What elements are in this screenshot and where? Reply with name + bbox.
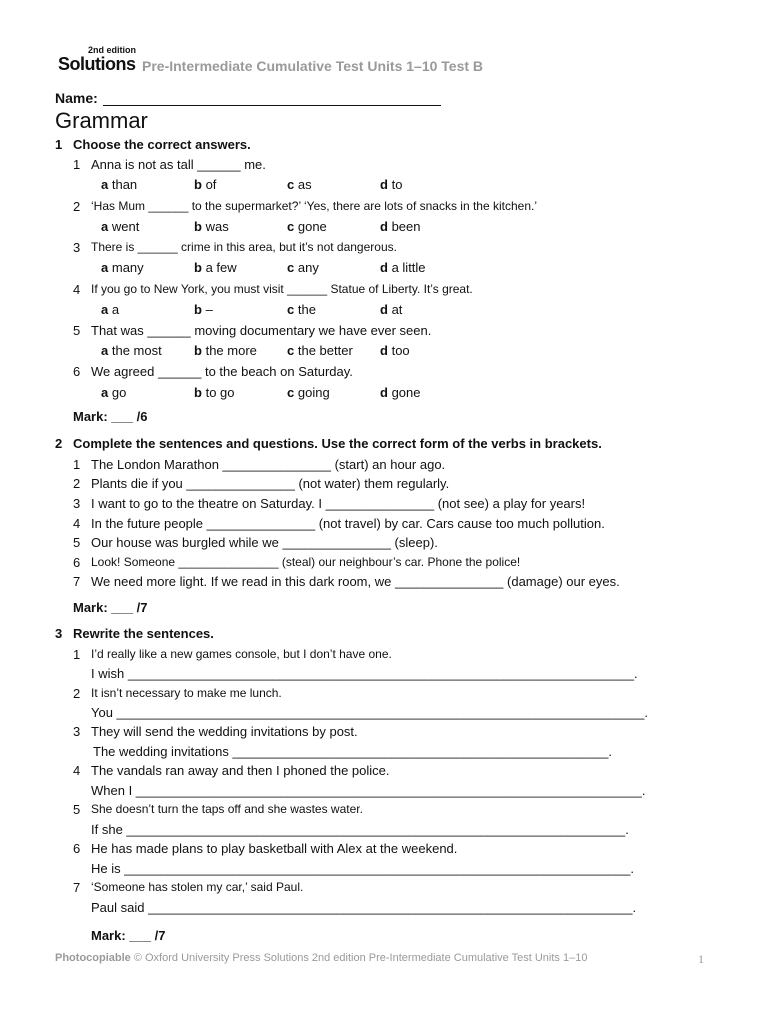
gap-sentence[interactable]: Our house was burgled while we _______________ (sleep). xyxy=(91,535,438,550)
option-b[interactable]: b to go xyxy=(194,385,235,400)
mark-score: Mark: ___ /7 xyxy=(91,928,166,943)
page-number: 1 xyxy=(698,952,704,966)
option-a[interactable]: a the most xyxy=(101,343,162,358)
rewrite-line[interactable]: He is ______________________________________________________________________. xyxy=(91,861,634,876)
option-a[interactable]: a go xyxy=(101,385,127,400)
section-title: Grammar xyxy=(55,108,148,133)
gap-sentence[interactable]: Look! Someone _______________ (steal) our neighbour’s car. Phone the police! xyxy=(91,555,521,569)
item-number: 2 xyxy=(73,476,81,491)
rewrite-line[interactable]: I wish ______________________________________________________________________. xyxy=(91,666,638,681)
gap-sentence[interactable]: In the future people _______________ (not travel) by car. Cars cause too much pollution. xyxy=(91,516,605,531)
footer-copyright xyxy=(55,952,587,964)
option-d[interactable]: d been xyxy=(380,219,421,234)
task-number: 1 xyxy=(55,137,63,152)
original-sentence: She doesn’t turn the taps off and she wastes water. xyxy=(91,802,363,816)
question-text: That was ______ moving documentary we have ever seen. xyxy=(91,323,432,338)
item-number: 3 xyxy=(73,240,81,255)
question-text: There is ______ crime in this area, but it’s not dangerous. xyxy=(91,240,397,254)
item-number: 3 xyxy=(73,496,81,511)
rewrite-line[interactable]: If she _____________________________________________________________________. xyxy=(91,822,629,837)
option-b[interactable]: b was xyxy=(194,219,229,234)
option-a[interactable]: a than xyxy=(101,177,138,192)
task-instruction: Rewrite the sentences. xyxy=(73,626,214,641)
footer-text: © Oxford University Press Solutions 2nd edition Pre-Intermediate Cumulative Test Units 1–10 xyxy=(133,952,588,964)
option-b[interactable]: b a few xyxy=(194,260,237,275)
task-number: 3 xyxy=(55,626,63,641)
item-number: 2 xyxy=(73,199,81,214)
question-text: Anna is not as tall ______ me. xyxy=(91,157,266,172)
option-a[interactable]: a many xyxy=(101,260,144,275)
option-b[interactable]: b – xyxy=(194,302,213,317)
gap-sentence[interactable]: Plants die if you _______________ (not water) them regularly. xyxy=(91,476,450,491)
gap-sentence[interactable]: I want to go to the theatre on Saturday. I _______________ (not see) a play for years! xyxy=(91,496,586,511)
gap-sentence[interactable]: The London Marathon _______________ (start) an hour ago. xyxy=(91,457,446,472)
option-b[interactable]: b of xyxy=(194,177,217,192)
option-d[interactable]: d at xyxy=(380,302,403,317)
item-number: 1 xyxy=(73,157,81,172)
option-a[interactable]: a went xyxy=(101,219,140,234)
item-number: 3 xyxy=(73,724,81,739)
item-number: 5 xyxy=(73,802,81,817)
original-sentence: They will send the wedding invitations by post. xyxy=(91,724,358,739)
item-number: 6 xyxy=(73,364,81,379)
item-number: 5 xyxy=(73,535,81,550)
item-number: 4 xyxy=(73,763,81,778)
task-instruction: Choose the correct answers. xyxy=(73,137,251,152)
name-field[interactable] xyxy=(103,91,441,106)
rewrite-line[interactable]: Paul said ___________________________________________________________________. xyxy=(91,900,637,915)
gap-sentence[interactable]: We need more light. If we read in this dark room, we _______________ (damage) our eyes. xyxy=(91,574,620,589)
test-title: Pre-Intermediate Cumulative Test Units 1–10 Test B xyxy=(142,58,484,74)
item-number: 6 xyxy=(73,841,81,856)
item-number: 1 xyxy=(73,457,81,472)
item-number: 6 xyxy=(73,555,81,570)
original-sentence: The vandals ran away and then I phoned the police. xyxy=(91,763,390,778)
task-instruction: Complete the sentences and questions. Use the correct form of the verbs in brackets. xyxy=(73,436,602,451)
item-number: 4 xyxy=(73,282,81,297)
option-d[interactable]: d too xyxy=(380,343,410,358)
option-d[interactable]: d a little xyxy=(380,260,426,275)
name-label: Name: xyxy=(55,90,98,106)
item-number: 1 xyxy=(73,647,81,662)
question-text: If you go to New York, you must visit ______ Statue of Liberty. It’s great. xyxy=(91,282,473,296)
photocopiable-label: Photocopiable xyxy=(55,952,131,964)
original-sentence: He has made plans to play basketball with Alex at the weekend. xyxy=(91,841,458,856)
option-c[interactable]: c going xyxy=(287,385,330,400)
option-a[interactable]: a a xyxy=(101,302,120,317)
option-c[interactable]: c the xyxy=(287,302,316,317)
item-number: 4 xyxy=(73,516,81,531)
option-c[interactable]: c as xyxy=(287,177,312,192)
question-text: ‘Has Mum ______ to the supermarket?’ ‘Yes, there are lots of snacks in the kitchen.’ xyxy=(91,199,538,213)
option-d[interactable]: d gone xyxy=(380,385,421,400)
rewrite-line[interactable]: The wedding invitations ____________________________________________________. xyxy=(93,744,613,759)
item-number: 7 xyxy=(73,574,81,589)
original-sentence: It isn’t necessary to make me lunch. xyxy=(91,686,282,700)
brand-logo: Solutions xyxy=(58,54,136,74)
option-b[interactable]: b the more xyxy=(194,343,257,358)
item-number: 2 xyxy=(73,686,81,701)
question-text: We agreed ______ to the beach on Saturday. xyxy=(91,364,353,379)
option-c[interactable]: c the better xyxy=(287,343,353,358)
mark-score: Mark: ___ /7 xyxy=(73,600,148,615)
item-number: 5 xyxy=(73,323,81,338)
mark-score: Mark: ___ /6 xyxy=(73,409,148,424)
option-c[interactable]: c any xyxy=(287,260,319,275)
original-sentence: I’d really like a new games console, but I don’t have one. xyxy=(91,647,392,661)
option-d[interactable]: d to xyxy=(380,177,403,192)
edition-label: 2nd edition xyxy=(88,45,136,55)
option-c[interactable]: c gone xyxy=(287,219,327,234)
rewrite-line[interactable]: When I ______________________________________________________________________. xyxy=(91,783,646,798)
original-sentence: ‘Someone has stolen my car,’ said Paul. xyxy=(91,880,304,894)
rewrite-line[interactable]: You _________________________________________________________________________. xyxy=(91,705,648,720)
task-number: 2 xyxy=(55,436,63,451)
item-number: 7 xyxy=(73,880,81,895)
